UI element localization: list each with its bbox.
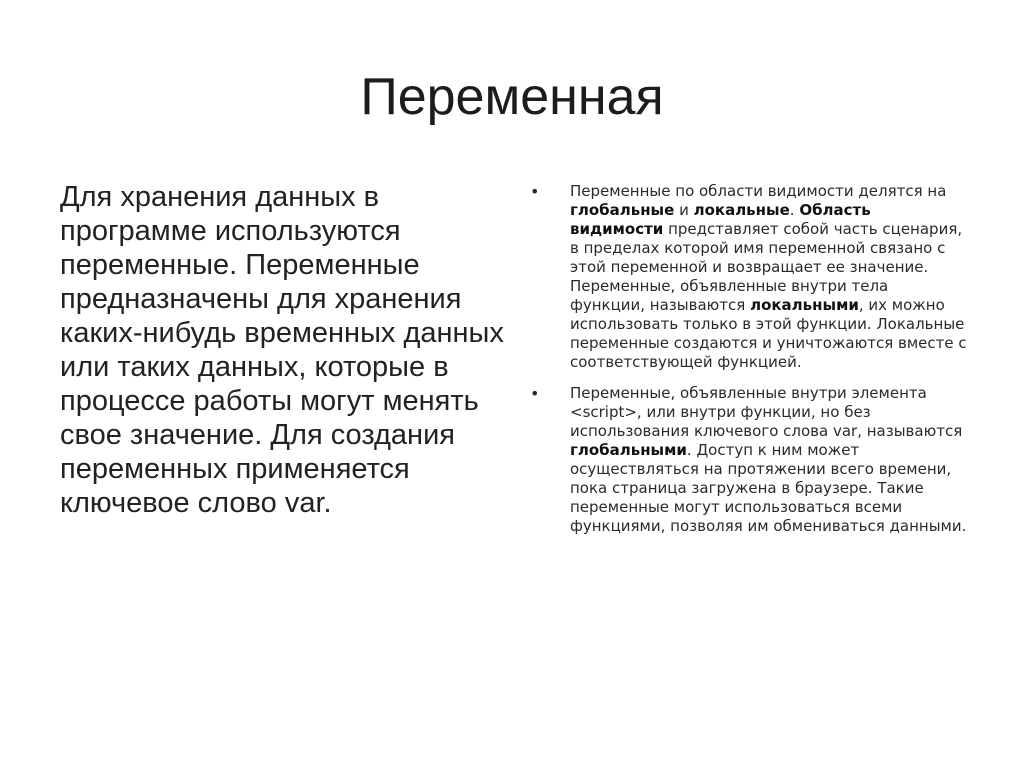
bold-term: глобальными (570, 441, 687, 459)
bullet-text-part: представляет собой часть сценария, в пределах которой имя переменной связано с этой переменной и возвращает ее значение. Переменные, объявленные внутри тела функции, называются (570, 220, 963, 314)
bullet-text-part: и (674, 201, 694, 219)
bold-term: Область видимости (570, 201, 871, 238)
bullet-icon: • (530, 182, 540, 201)
bold-term: локальными (750, 296, 859, 314)
bold-term: локальные (693, 201, 790, 219)
bullet-text (570, 384, 966, 535)
bullet-text-part: , их можно использовать только в этой функции. Локальные переменные создаются и уничтожаются вместе с соответствующей функцией. (570, 296, 967, 371)
bullet-item (528, 384, 968, 536)
bullet-text-part: . (789, 201, 800, 219)
bullet-item (528, 182, 968, 372)
bullet-text-part: Переменные, объявленные внутри элемента <script>, или внутри функции, но без использования ключевого слова var, называются (570, 384, 963, 440)
left-paragraph: Для хранения данных в программе используются переменные. Переменные предназначены для хранения каких-нибудь временных данных или таких данных, которые в процессе работы могут менять свое значение. Для создания переменных применяется ключевое слово var. (60, 181, 504, 519)
bullet-text (570, 182, 967, 371)
slide-title: Переменная (360, 68, 664, 126)
bullet-text-part: Переменные по области видимости делятся на (570, 182, 947, 200)
bullet-icon: • (530, 384, 540, 403)
bold-term: глобальные (570, 201, 675, 219)
bullet-list (528, 182, 968, 548)
bullet-text-part: . Доступ к ним может осуществляться на протяжении всего времени, пока страница загружена в браузере. Такие переменные могут использоваться всеми функциями, позволяя им обмениваться данными. (570, 441, 967, 535)
